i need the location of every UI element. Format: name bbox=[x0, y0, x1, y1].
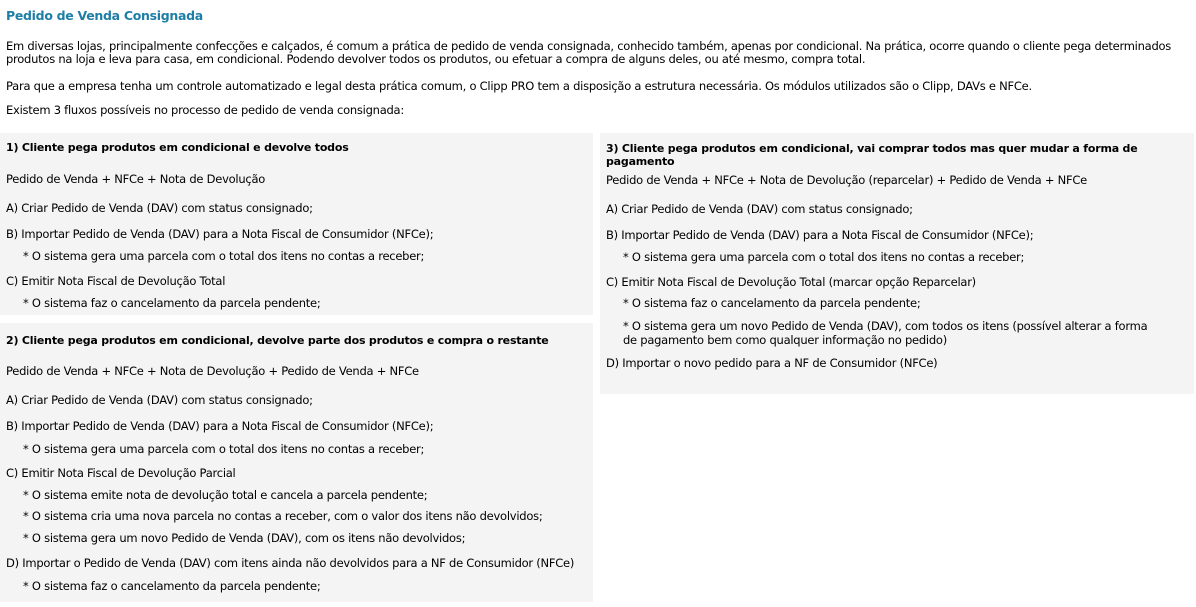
intro-paragraph-3: Existem 3 fluxos possíveis no processo de pedido de venda consignada: bbox=[6, 103, 404, 117]
flow-1-step: * O sistema gera uma parcela com o total dos itens no contas a receber; bbox=[23, 249, 425, 263]
flow-3-summary: Pedido de Venda + NFCe + Nota de Devolução (reparcelar) + Pedido de Venda + NFCe bbox=[606, 173, 1087, 187]
intro-paragraph-2: Para que a empresa tenha um controle automatizado e legal desta prática comum, o Clipp PRO tem a disposição a estrutura necessária. Os módulos utilizados são o Clipp, DAVs e NFCe. bbox=[6, 79, 1032, 93]
flow-2-title: 2) Cliente pega produtos em condicional, devolve parte dos produtos e compra o restante bbox=[6, 334, 549, 347]
flow-2-step: * O sistema faz o cancelamento da parcela pendente; bbox=[23, 579, 321, 593]
flow-1-step: A) Criar Pedido de Venda (DAV) com status consignado; bbox=[6, 201, 313, 215]
flow-3-step: B) Importar Pedido de Venda (DAV) para a Nota Fiscal de Consumidor (NFCe); bbox=[606, 228, 1034, 242]
flow-1-step: B) Importar Pedido de Venda (DAV) para a Nota Fiscal de Consumidor (NFCe); bbox=[6, 227, 434, 241]
flow-2-step: * O sistema cria uma nova parcela no contas a receber, com o valor dos itens não devolvidos; bbox=[23, 509, 543, 523]
flow-2-panel bbox=[0, 323, 593, 602]
flow-2-step: * O sistema gera uma parcela com o total dos itens no contas a receber; bbox=[23, 442, 425, 456]
flow-3-step: C) Emitir Nota Fiscal de Devolução Total (marcar opção Reparcelar) bbox=[606, 275, 976, 289]
flow-1-panel bbox=[0, 133, 593, 315]
flow-3-step: * O sistema gera um novo Pedido de Venda (DAV), com todos os itens (possível alterar a forma de pagamento bem como qualquer informação no pedido) bbox=[623, 319, 1148, 347]
flow-3-step: * O sistema faz o cancelamento da parcela pendente; bbox=[623, 296, 921, 310]
flow-2-step: D) Importar o Pedido de Venda (DAV) com itens ainda não devolvidos para a NF de Consumidor (NFCe) bbox=[6, 556, 575, 570]
flow-1-step: * O sistema faz o cancelamento da parcela pendente; bbox=[23, 296, 321, 310]
flow-2-step: B) Importar Pedido de Venda (DAV) para a Nota Fiscal de Consumidor (NFCe); bbox=[6, 419, 434, 433]
flow-3-panel bbox=[600, 133, 1194, 394]
intro-paragraph-1: Em diversas lojas, principalmente confecções e calçados, é comum a prática de pedido de venda consignada, conhecido também, apenas por condicional. Na prática, ocorre quando o cliente pega determinados produtos na loja e leva para casa, em condicional. Podendo devolver todos os produtos, ou efetuar a compra de alguns deles, ou até mesmo, compra total. bbox=[6, 39, 1172, 66]
flow-3-step: A) Criar Pedido de Venda (DAV) com status consignado; bbox=[606, 202, 913, 216]
flow-1-step: C) Emitir Nota Fiscal de Devolução Total bbox=[6, 274, 226, 288]
flow-2-step: A) Criar Pedido de Venda (DAV) com status consignado; bbox=[6, 393, 313, 407]
flow-1-title: 1) Cliente pega produtos em condicional e devolve todos bbox=[6, 141, 349, 154]
flow-3-step: * O sistema gera uma parcela com o total dos itens no contas a receber; bbox=[623, 250, 1025, 264]
flow-2-step: * O sistema gera um novo Pedido de Venda (DAV), com os itens não devolvidos; bbox=[23, 531, 466, 545]
flow-1-summary: Pedido de Venda + NFCe + Nota de Devolução bbox=[6, 172, 266, 186]
flow-2-summary: Pedido de Venda + NFCe + Nota de Devolução + Pedido de Venda + NFCe bbox=[6, 364, 419, 378]
page-title: Pedido de Venda Consignada bbox=[6, 8, 203, 23]
flow-2-step: C) Emitir Nota Fiscal de Devolução Parcial bbox=[6, 466, 236, 480]
flow-2-step: * O sistema emite nota de devolução total e cancela a parcela pendente; bbox=[23, 488, 428, 502]
flow-3-step: D) Importar o novo pedido para a NF de Consumidor (NFCe) bbox=[606, 356, 938, 370]
flow-3-title: 3) Cliente pega produtos em condicional, vai comprar todos mas quer mudar a forma de pagamento bbox=[606, 142, 1138, 168]
